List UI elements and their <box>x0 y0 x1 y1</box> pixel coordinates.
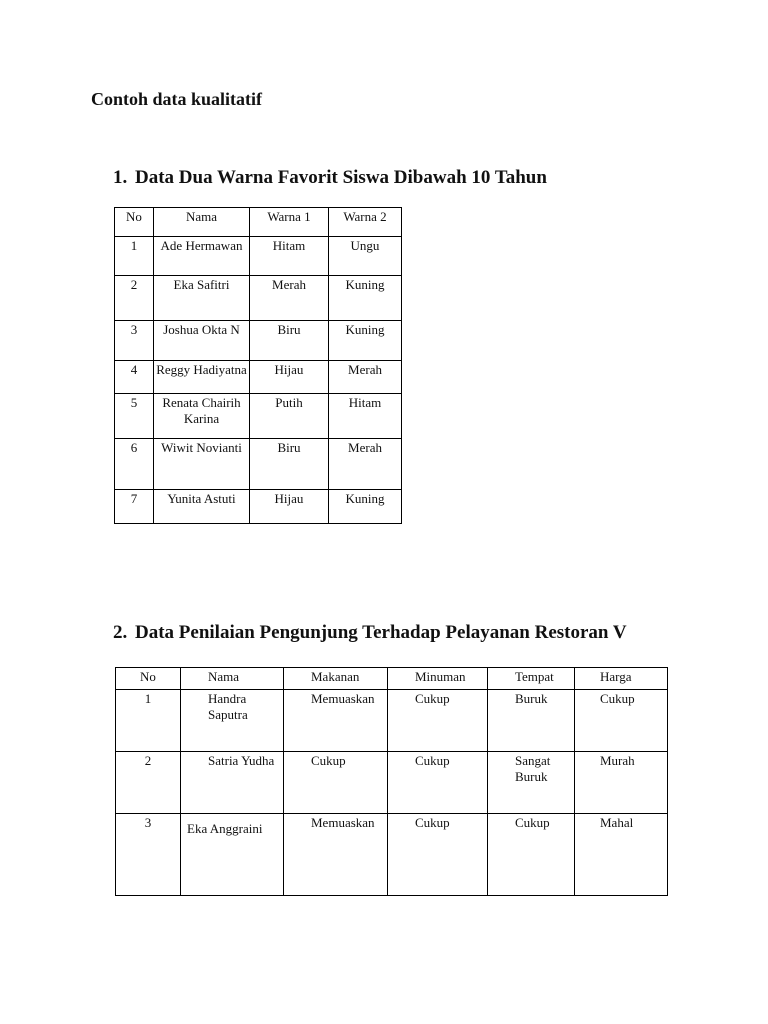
table-cell: Wiwit Novianti <box>154 439 250 490</box>
table-cell: Cukup <box>284 752 388 814</box>
table-cell: Eka Safitri <box>154 276 250 321</box>
table-cell: Memuaskan <box>284 814 388 896</box>
table-row <box>115 490 402 524</box>
header-cell: Warna 1 <box>250 208 329 237</box>
table-cell: Merah <box>329 361 402 394</box>
table-cell: Murah <box>575 752 668 814</box>
table-row <box>116 752 668 814</box>
section1-number: 1. <box>113 167 128 188</box>
table-cell: Merah <box>250 276 329 321</box>
page-title: Contoh data kualitatif <box>91 89 263 109</box>
table-cell: Hitam <box>250 237 329 276</box>
table-cell: Cukup <box>388 752 488 814</box>
table-cell-text: Eka Anggraini <box>187 821 263 836</box>
table-cell: 5 <box>115 394 154 439</box>
header-cell: Nama <box>181 668 284 690</box>
table-cell: 3 <box>115 321 154 361</box>
header-cell: No <box>116 668 181 690</box>
table-cell: Memuaskan <box>284 690 388 752</box>
section2-number: 2. <box>113 622 128 643</box>
table-cell: Hitam <box>329 394 402 439</box>
table-row <box>115 276 402 321</box>
table-row <box>115 361 402 394</box>
table-cell: Yunita Astuti <box>154 490 250 524</box>
table-cell: Cukup <box>575 690 668 752</box>
table-cell: Renata Chairih Karina <box>154 394 250 439</box>
table-cell: Putih <box>250 394 329 439</box>
table-row <box>115 321 402 361</box>
table-cell: Mahal <box>575 814 668 896</box>
table-row <box>115 439 402 490</box>
header-cell: No <box>115 208 154 237</box>
section2-heading-text: Data Penilaian Pengunjung Terhadap Pelayanan Restoran V <box>135 622 627 643</box>
header-cell: Warna 2 <box>329 208 402 237</box>
table-cell: Kuning <box>329 490 402 524</box>
table-cell: 1 <box>115 237 154 276</box>
table-cell: Cukup <box>388 814 488 896</box>
table-cell: 6 <box>115 439 154 490</box>
section1-heading-text: Data Dua Warna Favorit Siswa Dibawah 10 Tahun <box>135 167 547 188</box>
table-cell: Cukup <box>388 690 488 752</box>
table-cell: Reggy Hadiyatna <box>154 361 250 394</box>
table-cell: Buruk <box>488 690 575 752</box>
table-cell: Hijau <box>250 361 329 394</box>
table-cell: 3 <box>116 814 181 896</box>
table-row <box>115 237 402 276</box>
table-cell: 4 <box>115 361 154 394</box>
table-cell: 7 <box>115 490 154 524</box>
table-cell: Biru <box>250 321 329 361</box>
favorite-colors-table <box>114 207 402 524</box>
table-cell: Hijau <box>250 490 329 524</box>
section1-heading <box>113 167 547 189</box>
header-cell: Minuman <box>388 668 488 690</box>
header-cell: Harga <box>575 668 668 690</box>
table-cell: 1 <box>116 690 181 752</box>
table-cell: Cukup <box>488 814 575 896</box>
section2-heading <box>113 622 627 644</box>
table-cell: 2 <box>115 276 154 321</box>
table-row <box>116 690 668 752</box>
table-header-row <box>116 668 668 690</box>
table-row <box>116 814 668 896</box>
header-cell: Makanan <box>284 668 388 690</box>
header-cell: Nama <box>154 208 250 237</box>
table-cell: Ungu <box>329 237 402 276</box>
table-cell: Handra Saputra <box>181 690 284 752</box>
table-cell: Sangat Buruk <box>488 752 575 814</box>
table-cell <box>181 814 284 896</box>
table-cell: Merah <box>329 439 402 490</box>
table-cell: Biru <box>250 439 329 490</box>
table-header-row <box>115 208 402 237</box>
table-cell: Kuning <box>329 276 402 321</box>
table-cell: Ade Hermawan <box>154 237 250 276</box>
table-cell: Satria Yudha <box>181 752 284 814</box>
restaurant-rating-table <box>115 667 668 896</box>
table-cell: Joshua Okta N <box>154 321 250 361</box>
table-row <box>115 394 402 439</box>
table-cell: 2 <box>116 752 181 814</box>
header-cell: Tempat <box>488 668 575 690</box>
table-cell: Kuning <box>329 321 402 361</box>
